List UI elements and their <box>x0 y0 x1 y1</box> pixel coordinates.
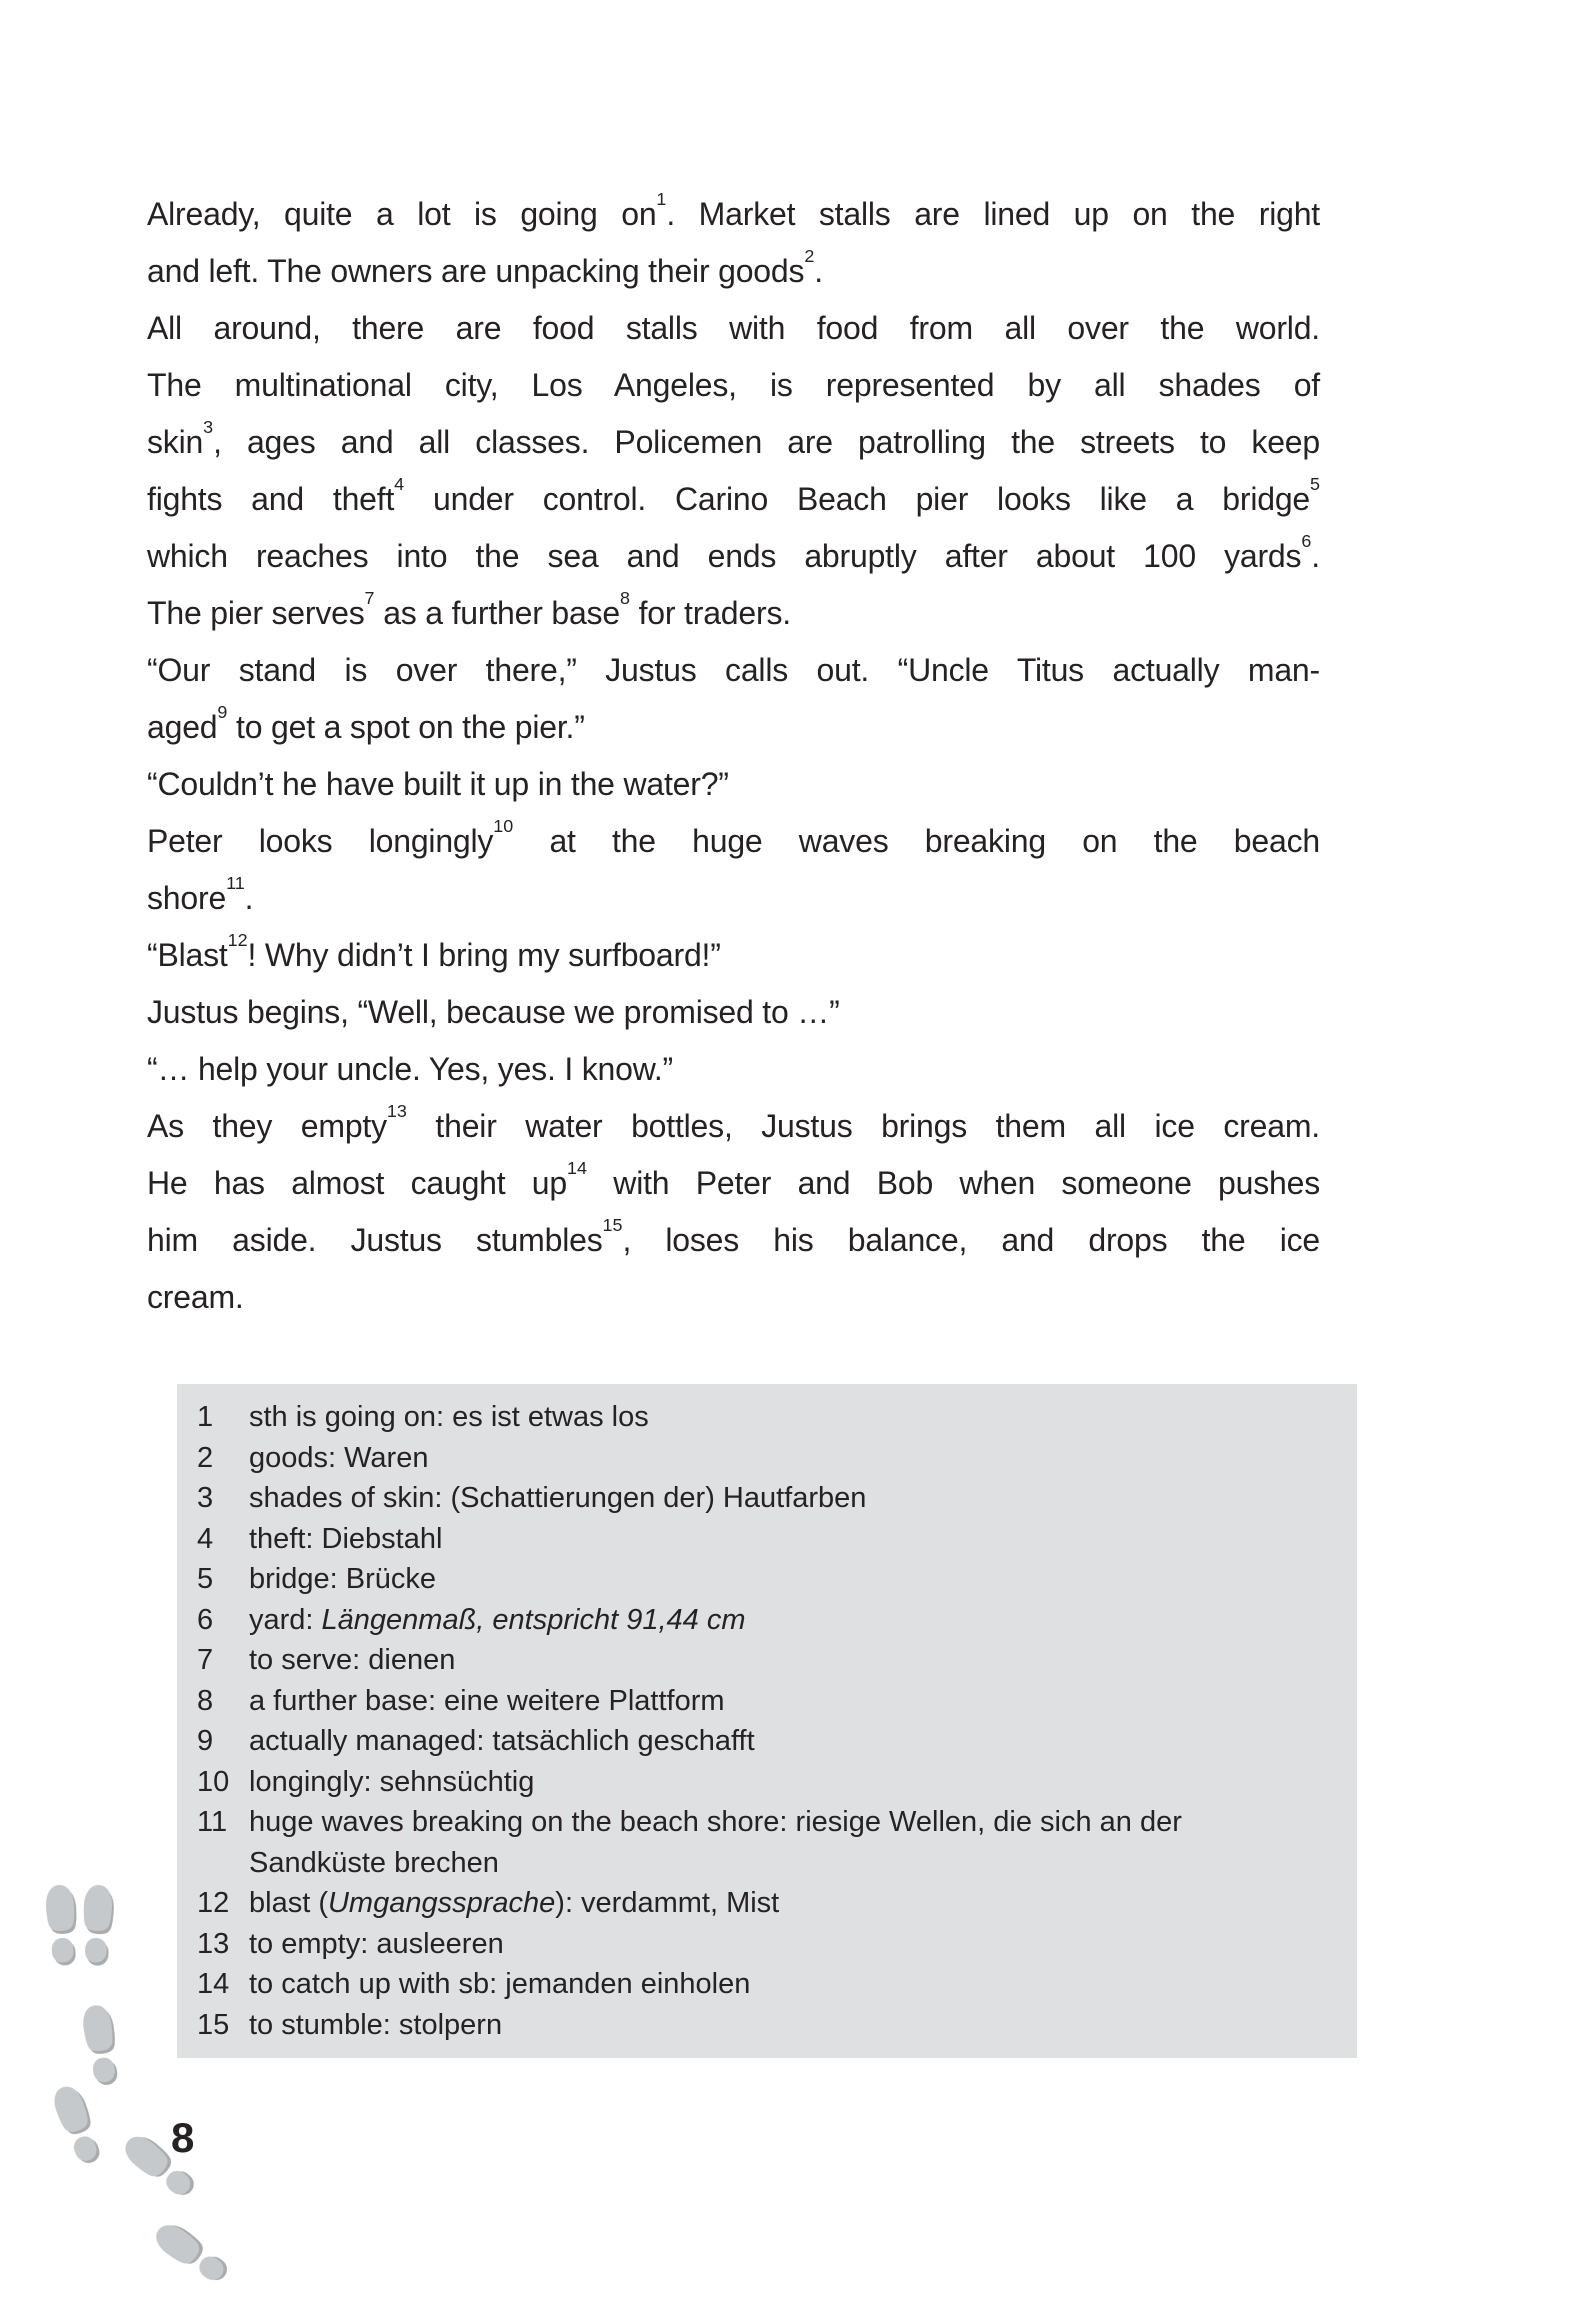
story-line: “… help your uncle. Yes, yes. I know.” <box>147 1051 674 1087</box>
footnote-marker: 9 <box>217 701 228 722</box>
footnote-number: 5 <box>197 1563 214 1595</box>
footnote-text: goods: Waren <box>249 1441 429 1474</box>
footnote-number: 1 <box>197 1401 214 1433</box>
footnote-number: 10 <box>197 1765 230 1798</box>
footnote-row <box>197 1802 1331 1883</box>
footnote-text: yard: Längenmaß, entspricht 91,44 cm <box>249 1603 746 1636</box>
footnote-number: 9 <box>197 1725 214 1757</box>
footprint-icon <box>75 2002 126 2087</box>
footnote-text: to empty: ausleeren <box>249 1927 504 1960</box>
footnote-number: 13 <box>197 1927 230 1960</box>
footnote-number: 11 <box>197 1806 228 1838</box>
footnote-text: theft: Diebstahl <box>249 1522 443 1555</box>
footprint-icon <box>146 2213 234 2292</box>
footnote-number: 2 <box>197 1441 214 1474</box>
footnote-text: sth is going on: es ist etwas los <box>249 1401 649 1433</box>
footnote-row <box>197 1721 1331 1762</box>
footnote-text: a further base: eine weitere Plattform <box>249 1684 725 1717</box>
footnote-marker: 1 <box>656 188 667 209</box>
story-line: The pier serves$^7$ as a further base$^8$ for traders. <box>147 587 791 631</box>
footnotes-panel <box>177 1384 1357 2058</box>
footnote-marker: 14 <box>567 1157 587 1178</box>
footnote-row <box>197 1397 1331 1438</box>
footnote-marker: 6 <box>1301 530 1312 551</box>
footnote-marker: 5 <box>1310 473 1320 494</box>
footnote-number: 12 <box>197 1887 230 1919</box>
footnote-row <box>197 1883 1331 1924</box>
footnote-marker: 2 <box>804 245 815 266</box>
footnotes-list <box>177 1384 1357 2045</box>
story-line: cream. <box>147 1279 244 1315</box>
footnote-number: 15 <box>197 2008 230 2041</box>
footnote-row <box>197 1438 1331 1479</box>
footnote-marker: 15 <box>602 1214 623 1235</box>
footnote-marker: 10 <box>493 815 514 836</box>
story-line: skin$^3$, ages and all classes. Policemen are patrolling the streets to keep <box>147 416 1320 460</box>
footnote-text: blast (Umgangssprache): verdammt, Mist <box>249 1887 780 1919</box>
footnote-number: 7 <box>197 1644 214 1676</box>
footnote-row <box>197 1559 1331 1600</box>
footnote-row <box>197 1762 1331 1803</box>
footnote-text: to catch up with sb: jemanden einholen <box>249 1968 751 2000</box>
footnote-text: actually managed: tatsächlich geschafft <box>249 1725 755 1757</box>
footnote-text: to stumble: stolpern <box>249 2008 503 2041</box>
story-line: “Blast$^{12}$! Why didn’t I bring my surfboard!” <box>147 929 721 973</box>
footnote-row <box>197 1964 1331 2005</box>
footprint-icon <box>44 2080 109 2169</box>
story-line: aged$^9$ to get a spot on the pier.” <box>147 701 585 745</box>
story-line: All around, there are food stalls with food from all over the world. <box>147 310 1320 346</box>
footnote-marker: 12 <box>227 929 248 950</box>
story-line: As they empty$^{13}$ their water bottles, Justus brings them all ice cream. <box>147 1100 1320 1144</box>
footnote-marker: 13 <box>386 1100 407 1121</box>
footnote-text: to serve: dienen <box>249 1644 456 1676</box>
footnote-row <box>197 1600 1331 1641</box>
story-line: fights and theft$^4$ under control. Carino Beach pier looks like a bridge$^5$ <box>147 473 1320 517</box>
footnote-row <box>197 1681 1331 1722</box>
footnote-marker: 7 <box>364 587 375 608</box>
footnote-row <box>197 1478 1331 1519</box>
footnote-row <box>197 1519 1331 1560</box>
story-line: Justus begins, “Well, because we promised to …” <box>147 994 840 1030</box>
story-line: The multinational city, Los Angeles, is represented by all shades of <box>147 367 1320 403</box>
story-line: and left. The owners are unpacking their goods$^2$. <box>147 245 823 289</box>
page-number: 8 <box>171 2114 195 2161</box>
footnote-text: longingly: sehnsüchtig <box>249 1765 535 1798</box>
footnote-text: huge waves breaking on the beach shore: riesige Wellen, die sich an der Sandküste brechen <box>249 1806 1182 1879</box>
footnote-row <box>197 1640 1331 1681</box>
story-line: He has almost caught up$^{14}$ with Peter and Bob when someone pushes <box>147 1157 1321 1201</box>
footnote-number: 4 <box>197 1522 214 1555</box>
footnote-row <box>197 2005 1331 2046</box>
footnote-marker: 11 <box>226 872 245 893</box>
footnote-marker: 8 <box>619 587 630 608</box>
story-line: Already, quite a lot is going on$^1$. Market stalls are lined up on the right <box>147 188 1320 232</box>
footnote-marker: 3 <box>203 416 214 437</box>
footnote-marker: 4 <box>394 473 405 494</box>
footprint-icon <box>75 1883 119 1965</box>
story-line: him aside. Justus stumbles$^{15}$, loses his balance, and drops the ice <box>147 1214 1320 1258</box>
footnote-number: 14 <box>197 1968 230 2000</box>
story-text <box>147 186 1320 1326</box>
story-line: “Couldn’t he have built it up in the water?” <box>147 766 729 802</box>
footnote-number: 6 <box>197 1603 214 1636</box>
footnote-text: bridge: Brücke <box>249 1563 436 1595</box>
story-line: shore$^{11}$. <box>147 872 254 916</box>
footnote-text: shades of skin: (Schattierungen der) Hautfarben <box>249 1482 867 1514</box>
story-line: which reaches into the sea and ends abruptly after about 100 yards$^6$. <box>147 530 1320 574</box>
story-line: Peter looks longingly$^{10}$ at the huge waves breaking on the beach <box>147 815 1320 859</box>
footnote-number: 3 <box>197 1482 214 1514</box>
story-line: “Our stand is over there,” Justus calls out. “Uncle Titus actually man- <box>147 652 1320 688</box>
footnote-row <box>197 1924 1331 1965</box>
footnote-number: 8 <box>197 1684 214 1717</box>
